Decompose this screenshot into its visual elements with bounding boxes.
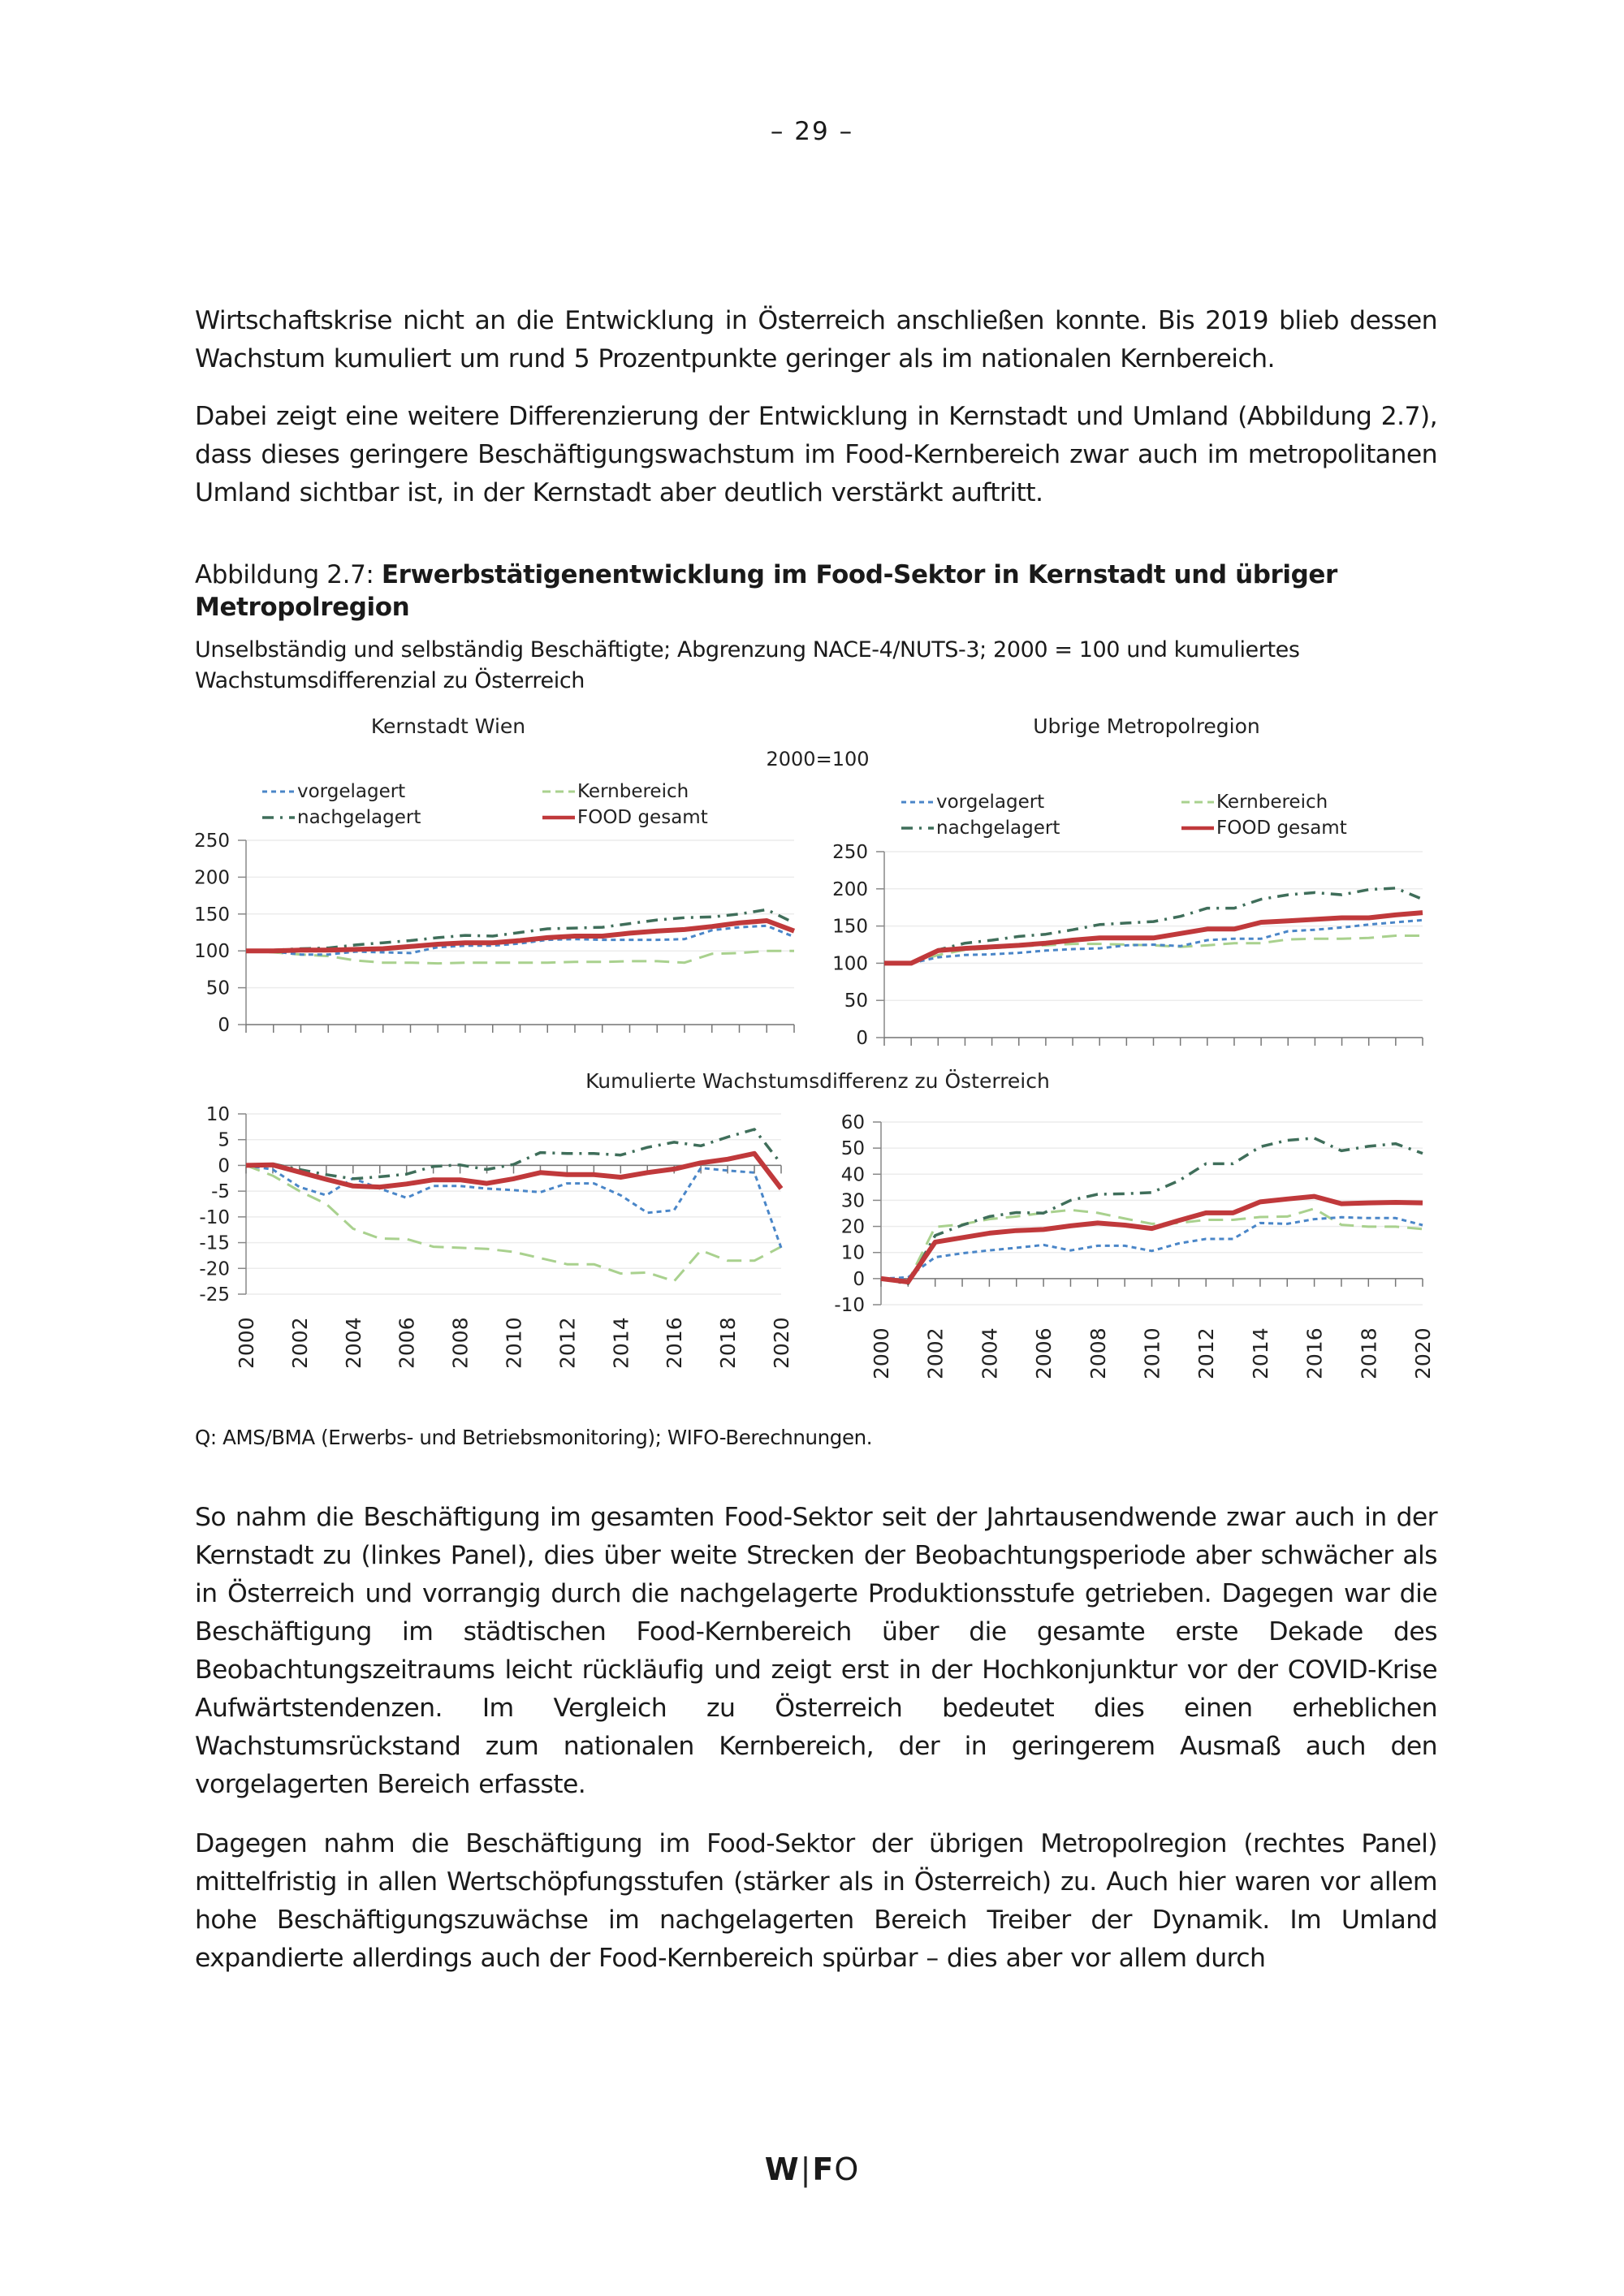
svg-text:2000: 2000: [235, 1317, 258, 1369]
svg-text:200: 200: [194, 867, 230, 889]
svg-text:-25: -25: [199, 1284, 230, 1306]
svg-text:2006: 2006: [395, 1317, 419, 1369]
svg-text:2002: 2002: [287, 1317, 312, 1369]
svg-text:2020: 2020: [1411, 1327, 1435, 1379]
paragraph-2: Dabei zeigt eine weitere Differenzierung der Entwicklung in Kernstadt und Umland (Abbildung 2.7), dass dieses geringere Beschäftigungswachstum im Food-Kernbereich zwar auch im metropolitanen Umland sichtbar ist, in der Kernstadt aber deutlich verstärkt auftritt.: [195, 402, 1437, 507]
svg-text:vorgelagert: vorgelagert: [936, 792, 1045, 813]
logo-letter-o: O: [834, 2151, 860, 2187]
figure-source: Q: AMS/BMA (Erwerbs- und Betriebsmonitoring); WIFO-Berechnungen.: [195, 1426, 873, 1449]
logo-letter-w: W: [764, 2151, 800, 2187]
svg-text:nachgelagert: nachgelagert: [297, 807, 421, 828]
svg-text:-10: -10: [199, 1206, 230, 1228]
paragraph-4: Dagegen nahm die Beschäftigung im Food-Sektor der übrigen Metropolregion (rechtes Panel) mittelfristig in allen Wertschöpfungsstufen (stärker als in Österreich) zu. Auch hier waren vor allem hohe Beschäftigungszuwächse im nachgelagerten Bereich Treiber der Dynamik. Im Umland expandierte allerdings auch der Food-Kernbereich spürbar – dies aber vor allem durch: [195, 1829, 1437, 1973]
svg-text:2008: 2008: [448, 1317, 473, 1369]
svg-text:250: 250: [832, 842, 868, 863]
svg-text:-10: -10: [834, 1295, 865, 1316]
svg-text:20: 20: [840, 1216, 865, 1238]
svg-text:0: 0: [853, 1268, 865, 1290]
svg-text:10: 10: [840, 1242, 865, 1264]
page-number: – 29 –: [770, 117, 854, 146]
figure-caption: [195, 559, 1437, 624]
svg-text:150: 150: [194, 904, 230, 926]
svg-text:Kumulierte Wachstumsdifferenz: Kumulierte Wachstumsdifferenz zu Österreich: [585, 1069, 1050, 1093]
svg-text:2010: 2010: [502, 1317, 526, 1369]
svg-text:2016: 2016: [1302, 1327, 1327, 1379]
svg-text:5: 5: [218, 1129, 230, 1151]
svg-text:50: 50: [840, 1138, 865, 1160]
svg-text:vorgelagert: vorgelagert: [297, 781, 406, 802]
svg-text:30: 30: [840, 1190, 865, 1212]
svg-text:2000=100: 2000=100: [766, 748, 870, 770]
svg-text:-5: -5: [211, 1181, 230, 1203]
svg-text:50: 50: [844, 990, 868, 1012]
svg-text:2010: 2010: [1140, 1327, 1164, 1379]
chart-metropolregion-index: [832, 792, 1423, 1049]
figure-label: Abbildung 2.7:: [195, 560, 374, 589]
svg-text:100: 100: [194, 941, 230, 963]
svg-text:10: 10: [205, 1104, 230, 1125]
svg-text:2018: 2018: [716, 1317, 741, 1369]
svg-text:2002: 2002: [923, 1327, 948, 1379]
chart-labels: [371, 714, 1260, 1093]
svg-text:2006: 2006: [1032, 1327, 1056, 1379]
svg-text:2004: 2004: [978, 1327, 1002, 1379]
svg-text:60: 60: [840, 1112, 865, 1133]
svg-text:100: 100: [832, 953, 868, 975]
svg-text:0: 0: [218, 1015, 230, 1036]
svg-text:200: 200: [832, 878, 868, 900]
svg-text:0: 0: [856, 1028, 868, 1049]
svg-text:40: 40: [840, 1164, 865, 1186]
paragraph-1: Wirtschaftskrise nicht an die Entwicklung in Österreich anschließen konnte. Bis 2019 blieb dessen Wachstum kumuliert um rund 5 Prozentpunkte geringer als im nationalen Kernbereich.: [195, 306, 1437, 373]
svg-text:2004: 2004: [341, 1317, 365, 1369]
logo-separator: |: [800, 2151, 812, 2187]
chart-kernstadt-differenz: [199, 1104, 793, 1369]
paragraph-3: So nahm die Beschäftigung im gesamten Food-Sektor seit der Jahrtausendwende zwar auch in der Kernstadt zu (linkes Panel), dies über weite Strecken der Beobachtungsperiode aber schwächer als in Österreich und vorrangig durch die nachgelagerte Produktionsstufe getrieben. Dagegen war die Beschäftigung im städtischen Food-Kernbereich über die gesamte erste Dekade des Beobachtungszeitraums leicht rückläufig und zeigt erst in der Hochkonjunktur vor der COVID-Krise Aufwärtstendenzen. Im Vergleich zu Österreich bedeutet dies einen erheblichen Wachstumsrückstand zum nationalen Kernbereich, der in geringerem Ausmaß auch den vorgelagerten Bereich erfasste.: [195, 1503, 1437, 1799]
svg-text:Kernbereich: Kernbereich: [1216, 792, 1328, 813]
svg-text:-20: -20: [199, 1258, 230, 1280]
svg-text:50: 50: [205, 978, 230, 999]
svg-text:Kernbereich: Kernbereich: [577, 781, 689, 802]
svg-text:2018: 2018: [1357, 1327, 1381, 1379]
svg-text:2012: 2012: [1194, 1327, 1219, 1379]
figure-title: Erwerbstätigenentwicklung im Food-Sektor in Kernstadt und übriger Metropolregion: [195, 560, 1337, 622]
svg-text:2000: 2000: [870, 1327, 893, 1379]
logo-letter-f: F: [812, 2151, 835, 2187]
svg-text:2016: 2016: [663, 1317, 687, 1369]
svg-text:250: 250: [194, 831, 230, 852]
chart-kernstadt-index: [194, 781, 794, 1036]
svg-text:FOOD gesamt: FOOD gesamt: [1216, 818, 1347, 839]
svg-text:-15: -15: [199, 1232, 230, 1254]
svg-text:FOOD gesamt: FOOD gesamt: [577, 807, 708, 828]
svg-text:150: 150: [832, 916, 868, 938]
chart-metropolregion-differenz: [834, 1112, 1435, 1379]
svg-text:2020: 2020: [770, 1317, 793, 1369]
svg-text:0: 0: [218, 1155, 230, 1177]
svg-text:2012: 2012: [555, 1317, 580, 1369]
svg-text:2014: 2014: [1248, 1327, 1272, 1379]
wifo-logo: [0, 2151, 1624, 2187]
svg-text:Kernstadt Wien: Kernstadt Wien: [370, 714, 526, 738]
figure-subtitle: Unselbständig und selbständig Beschäftigte; Abgrenzung NACE-4/NUTS-3; 2000 = 100 und kumuliertes Wachstumsdifferenzial zu Österreich: [195, 637, 1300, 693]
svg-text:Ubrige Metropolregion: Ubrige Metropolregion: [1033, 714, 1260, 738]
svg-text:2008: 2008: [1086, 1327, 1110, 1379]
svg-text:2014: 2014: [609, 1317, 633, 1369]
svg-text:nachgelagert: nachgelagert: [936, 818, 1060, 839]
